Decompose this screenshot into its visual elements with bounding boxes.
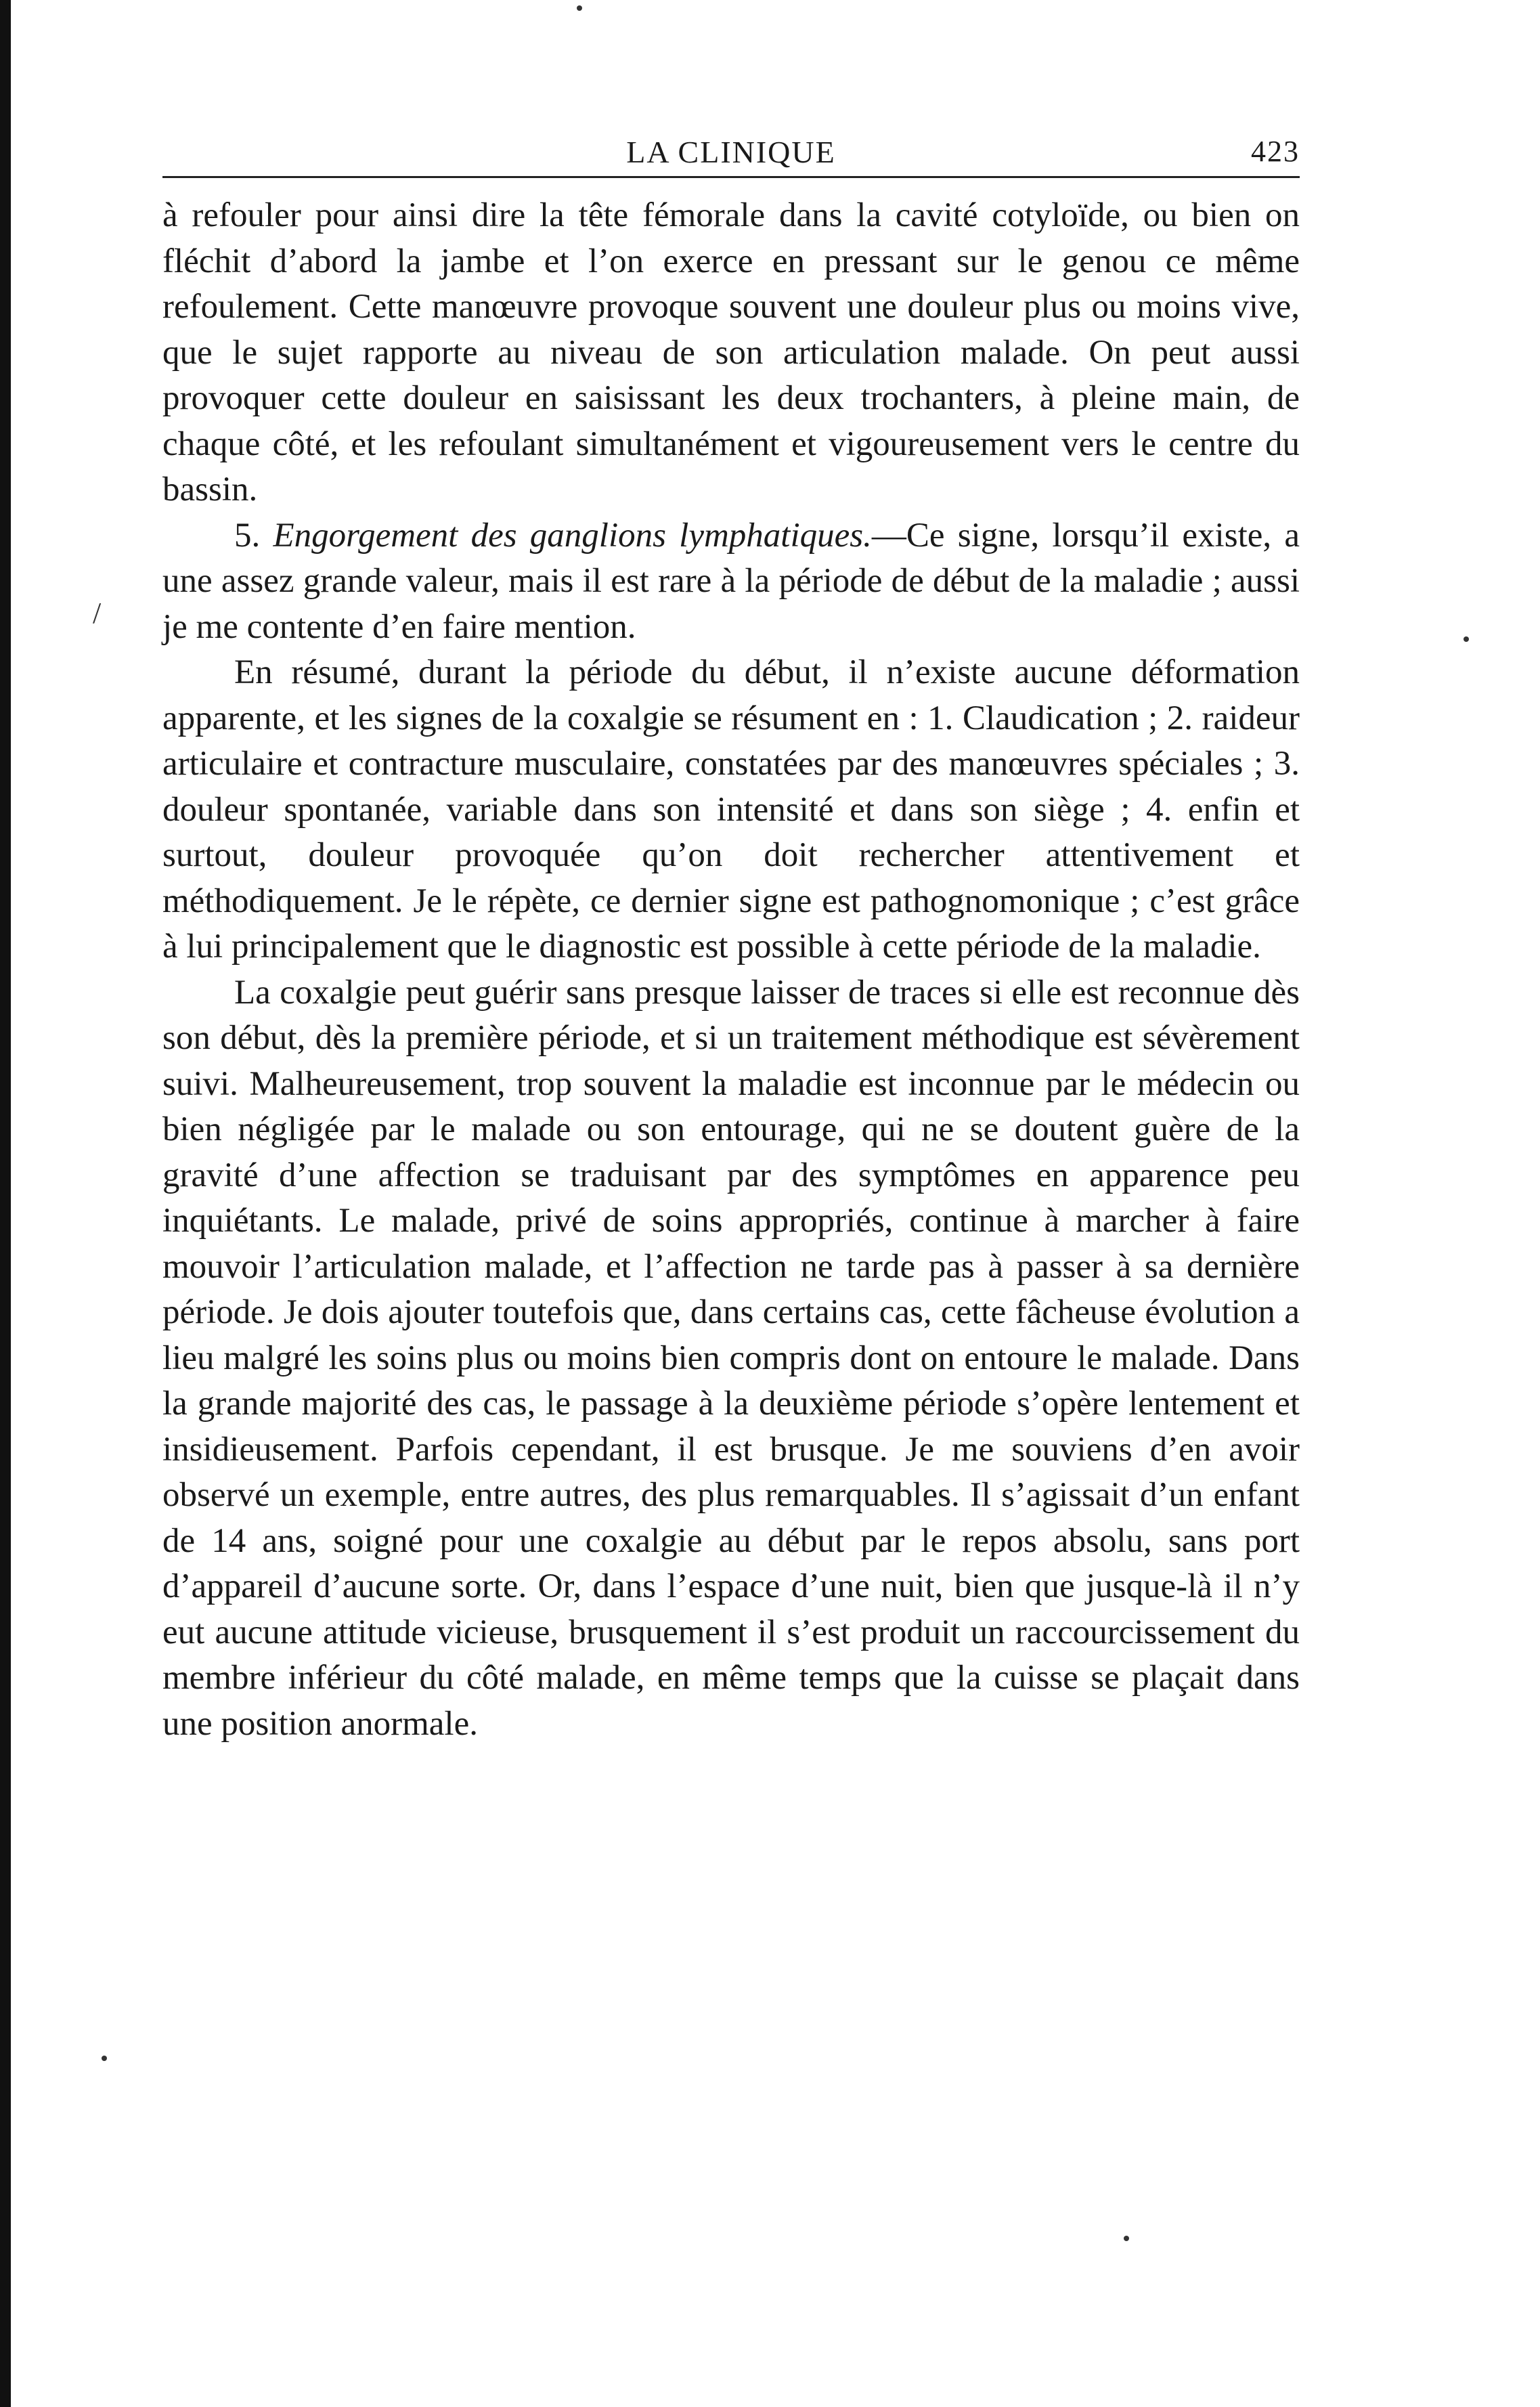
paragraph-4: La coxalgie peut guérir sans presque laisser de traces si elle est reconnue dès son début, dès la première période, et si un traitement méthodique est sévèrement suivi. Malheureusement, trop souvent la maladie est inconnue par le médecin ou bien négligée par le malade ou son entourage, qui ne se doutent guère de la gravité d’une affection se traduisant par des symptômes en apparence peu inquiétants. Le malade, privé de soins appropriés, continue à marcher à faire mouvoir l’articulation malade, et l’affection ne tarde pas à passer à sa dernière période. Je dois ajouter toutefois que, dans certains cas, cette fâcheuse évolution a lieu malgré les soins plus ou moins bien compris dont on entoure le malade. Dans la grande majorité des cas, le passage à la deuxième période s’opère lentement et insidieusement. Parfois cependant, il est brusque. Je me souviens d’en avoir observé un exemple, entre autres, des plus remarquables. Il s’agissait d’un enfant de 14 ans, soigné pour une coxalgie au début par le repos absolu, sans port d’appareil d’aucune sorte. Or, dans l’espace d’une nuit, bien que jusque-là il n’y eut aucune attitude vicieuse, brusquement il s’est produit un raccourcissement du membre inférieur du côté malade, en même temps que la cuisse se plaçait dans une position anormale. xyxy=(162,973,1300,1743)
specks-dot xyxy=(1124,2236,1129,2241)
page-number: 423 xyxy=(1251,135,1300,168)
specks-dot xyxy=(102,2056,107,2061)
body-text xyxy=(162,193,1300,1747)
paragraph-2-number: 5. xyxy=(234,516,261,555)
specks-dot xyxy=(1464,636,1469,642)
running-title: LA CLINIQUE xyxy=(626,135,836,169)
running-head xyxy=(162,122,1300,176)
binding-edge xyxy=(0,0,11,2407)
paragraph-2 xyxy=(162,513,1300,651)
paragraph-1: à refouler pour ainsi dire la tête fémorale dans la cavité cotyloïde, ou bien on fléchit d’abord la jambe et l’on exerce en pressant sur le genou ce même refoulement. Cette manœuvre provoque souvent une douleur plus ou moins vive, que le sujet rapporte au niveau de son articulation malade. On peut aussi provoquer cette douleur en saisissant les deux trochanters, à pleine main, de chaque côté, et les refoulant simultanément et vigoureusement vers le centre du bassin. xyxy=(162,196,1300,508)
paragraph-3: En résumé, durant la période du début, il n’existe aucune déformation apparente, et les signes de la coxalgie se résument en : 1. Claudication ; 2. raideur articulaire et contracture musculaire, constatées par des manœuvres spéciales ; 3. douleur spontanée, variable dans son intensité et dans son siège ; 4. enfin et surtout, douleur provoquée qu’on doit rechercher attentivement et méthodiquement. Je le répète, ce dernier signe est pathognomonique ; c’est grâce à lui principalement que le diagnostic est possible à cette période de la maladie. xyxy=(162,653,1300,966)
paragraph-2-title: Engorgement des ganglions lymphatiques. xyxy=(273,516,872,555)
specks-dot xyxy=(577,5,582,11)
header-rule xyxy=(162,176,1300,178)
paragraph-2-text: —Ce signe, lorsqu’il existe, a une assez grande valeur, mais il est rare à la période de début de la maladie ; aussi je me contente d’en faire mention. xyxy=(162,516,1300,646)
book-page xyxy=(162,122,1300,1747)
margin-tick: / xyxy=(93,597,102,630)
